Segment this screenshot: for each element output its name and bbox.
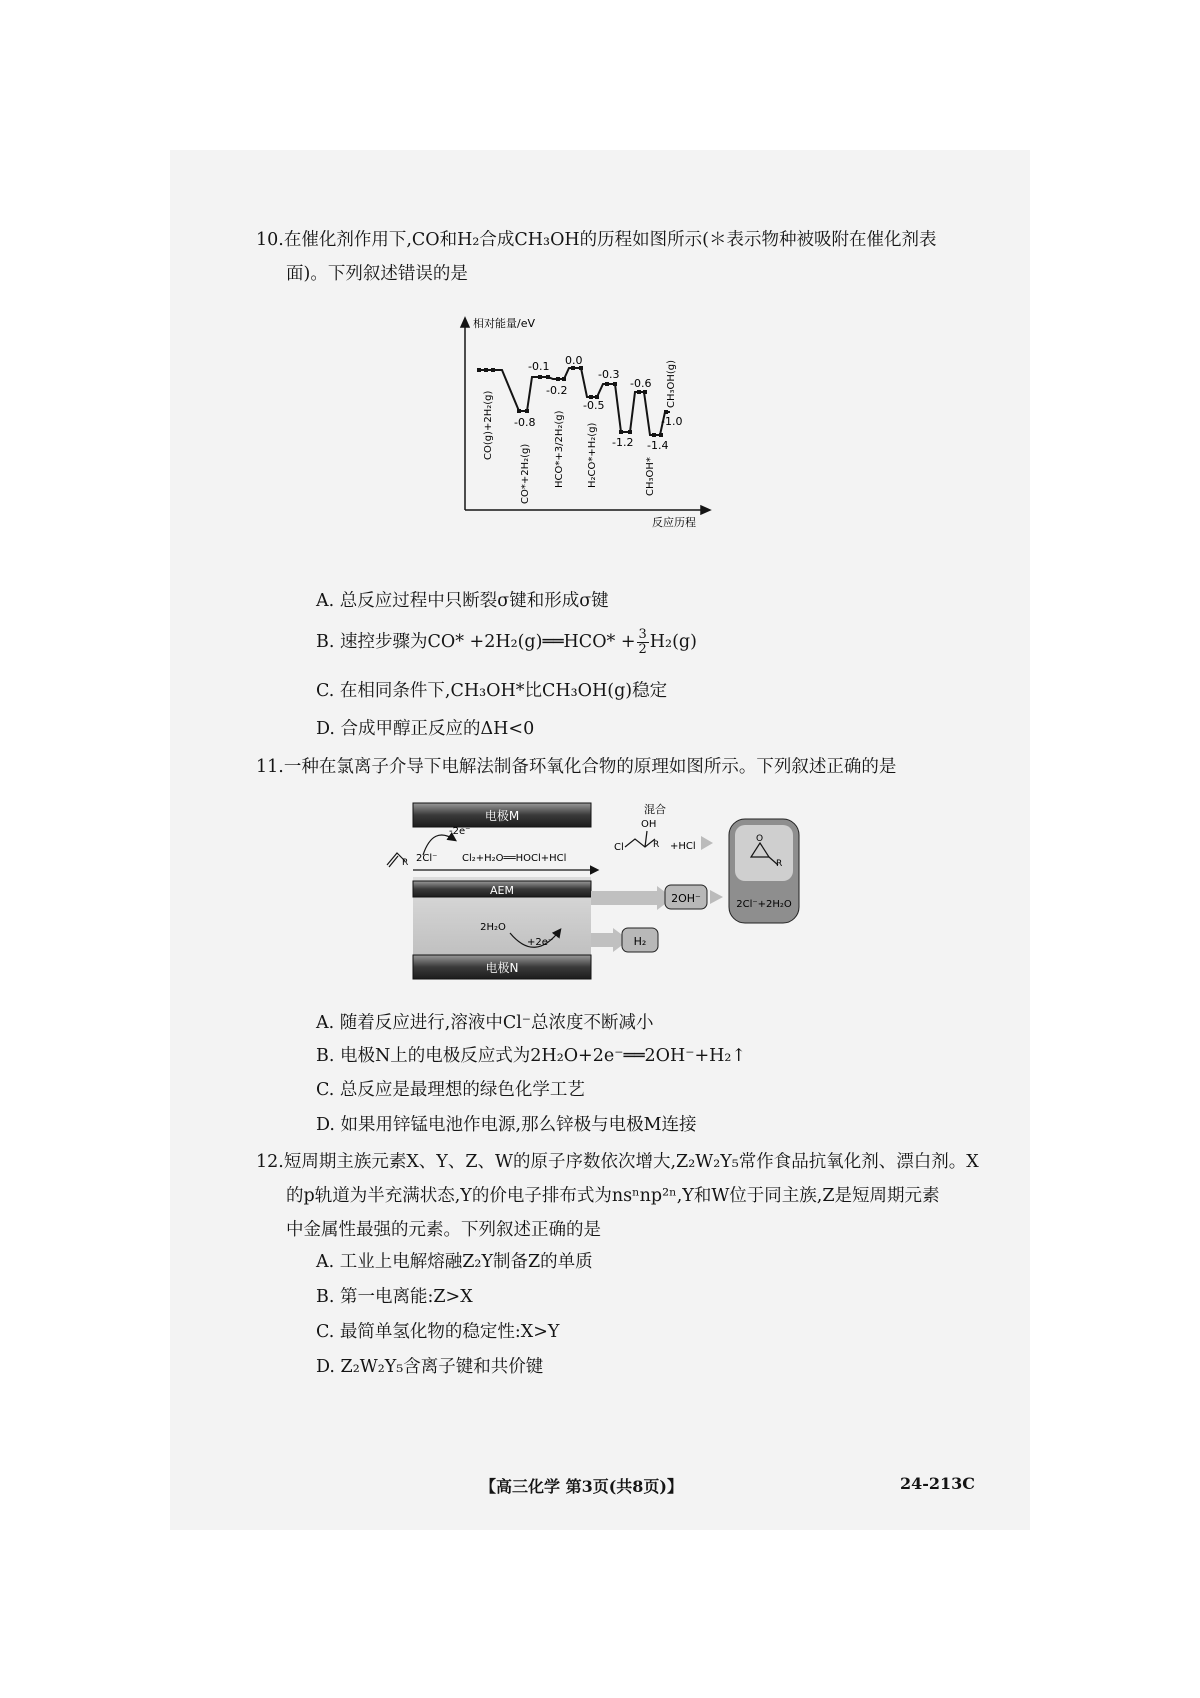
fraction-numerator: 3 xyxy=(638,627,647,642)
electron-gain-label: +2e⁻ xyxy=(527,937,554,948)
water-label: 2H₂O xyxy=(480,922,506,933)
species-label: CO(g)+2H₂(g) xyxy=(483,390,494,460)
oxidation-arrow xyxy=(423,835,455,855)
question-12-line-2: 的p轨道为半充满状态,Y的价电子排布式为nsⁿnp²ⁿ,Y和W位于同主族,Z是短周期元素 xyxy=(286,1186,940,1206)
q10-option-b-tail: H₂(g) xyxy=(649,632,697,652)
point-marker xyxy=(652,433,656,437)
q11-option-d: D. 如果用锌锰电池作电源,那么锌极与电极M连接 xyxy=(316,1115,697,1135)
q12-option-c: C. 最简单氢化物的稳定性:X>Y xyxy=(316,1322,560,1342)
species-label: HCO*+3/2H₂(g) xyxy=(554,410,565,488)
question-12-line-1: 12.短周期主族元素X、Y、Z、W的原子序数依次增大,Z₂W₂Y₅常作食品抗氧化剂、漂白剂。X xyxy=(256,1152,979,1172)
value-label: -0.2 xyxy=(546,384,568,397)
value-label: -0.5 xyxy=(583,399,605,412)
question-11-stem: 11.一种在氯离子介导下电解法制备环氧化合物的原理如图所示。下列叙述正确的是 xyxy=(256,757,897,777)
point-marker xyxy=(517,409,521,413)
species-label: CH₃OH(g) xyxy=(666,359,677,408)
epoxide-r-group: R xyxy=(776,859,783,869)
electrolysis-diagram xyxy=(385,795,870,995)
hydroxyl-group: OH xyxy=(641,819,657,830)
fraction-denominator: 2 xyxy=(638,642,647,657)
value-label: -0.1 xyxy=(528,360,550,373)
question-10-stem xyxy=(256,223,937,291)
point-marker xyxy=(477,368,481,372)
mixing-label: 混合 xyxy=(644,803,666,816)
q12-option-a: A. 工业上电解熔融Z₂Y制备Z的单质 xyxy=(316,1252,593,1272)
question-12-line-3: 中金属性最强的元素。下列叙述正确的是 xyxy=(286,1220,601,1240)
hcl-label: +HCl xyxy=(670,841,696,852)
species-label: CO*+2H₂(g) xyxy=(520,443,531,504)
x-axis-label: 反应历程 xyxy=(652,516,696,529)
x-axis-arrow xyxy=(701,506,710,514)
point-marker xyxy=(643,390,647,394)
chlorohydrin-r-group: R xyxy=(653,840,660,850)
point-marker xyxy=(538,375,542,379)
value-label: 0.0 xyxy=(565,354,583,367)
alkene-molecule xyxy=(387,853,408,868)
q10-option-c: C. 在相同条件下,CH₃OH*比CH₃OH(g)稳定 xyxy=(316,681,668,701)
chlorohydrin-molecule xyxy=(614,819,659,853)
hydroxide-to-product-arrow xyxy=(710,890,723,904)
q11-option-a: A. 随着反应进行,溶液中Cl⁻总浓度不断减小 xyxy=(316,1013,654,1033)
point-marker xyxy=(491,368,495,372)
energy-profile-chart xyxy=(440,310,740,535)
byproduct-label: 2Cl⁻+2H₂O xyxy=(736,899,792,910)
point-marker xyxy=(628,430,632,434)
q10-option-b-text: B. 速控步骤为CO* +2H₂(g)══HCO* + xyxy=(316,632,636,652)
question-10-line-1: 10.在催化剂作用下,CO和H₂合成CH₃OH的历程如图所示(＊表示物种被吸附在催化剂表 xyxy=(256,230,937,250)
value-label: -1.0 xyxy=(661,415,683,428)
q11-option-c: C. 总反应是最理想的绿色化学工艺 xyxy=(316,1080,585,1100)
chloride-label: 2Cl⁻ xyxy=(416,853,438,864)
paper-code: 24-213C xyxy=(900,1474,976,1493)
y-axis-label: 相对能量/eV xyxy=(473,317,535,330)
aem-label: AEM xyxy=(490,884,514,897)
point-marker xyxy=(525,409,529,413)
alkene-r-group: R xyxy=(402,858,409,868)
value-label: -0.3 xyxy=(598,368,620,381)
value-label: -1.4 xyxy=(647,439,669,452)
species-label: CH₃OH* xyxy=(645,457,656,496)
species-label: H₂CO*+H₂(g) xyxy=(587,422,598,488)
point-marker xyxy=(546,375,550,379)
q12-option-b: B. 第一电离能:Z>X xyxy=(316,1287,473,1307)
chloro-group: Cl xyxy=(614,842,624,853)
electrode-m-label: 电极M xyxy=(484,809,520,823)
q10-option-a: A. 总反应过程中只断裂σ键和形成σ键 xyxy=(316,591,609,611)
point-marker xyxy=(556,377,560,381)
electrode-n-label: 电极N xyxy=(485,961,519,975)
question-12-stem xyxy=(256,1145,979,1247)
q10-option-d: D. 合成甲醇正反应的ΔH<0 xyxy=(316,719,535,739)
point-marker xyxy=(664,410,668,414)
point-marker xyxy=(605,382,609,386)
hydrogen-label: H₂ xyxy=(633,935,647,948)
fraction xyxy=(637,628,649,657)
point-marker xyxy=(613,382,617,386)
epoxide-oxygen: O xyxy=(756,834,764,844)
q10-option-b xyxy=(316,628,697,657)
value-label: -0.8 xyxy=(514,416,536,429)
hydroxide-label: 2OH⁻ xyxy=(671,892,701,905)
value-label: -1.2 xyxy=(612,436,634,449)
electron-loss-label: -2e⁻ xyxy=(449,826,471,837)
point-marker xyxy=(659,433,663,437)
hydroxide-flow xyxy=(591,891,661,905)
mix-arrow xyxy=(701,836,713,850)
q12-option-d: D. Z₂W₂Y₅含离子键和共价键 xyxy=(316,1357,544,1377)
point-marker xyxy=(619,430,623,434)
point-marker xyxy=(484,368,488,372)
value-label: -0.6 xyxy=(630,377,652,390)
hypochlorous-reaction: Cl₂+H₂O══HOCl+HCl xyxy=(462,853,567,864)
page-footer-title: 【高三化学 第3页(共8页)】 xyxy=(480,1477,683,1496)
question-10-line-2: 面)。下列叙述错误的是 xyxy=(286,264,468,284)
epoxide-panel xyxy=(735,825,793,881)
point-marker xyxy=(562,377,566,381)
point-marker xyxy=(637,390,641,394)
q11-option-b: B. 电极N上的电极反应式为2H₂O+2e⁻══2OH⁻+H₂↑ xyxy=(316,1046,747,1066)
y-axis-arrow xyxy=(461,318,469,327)
